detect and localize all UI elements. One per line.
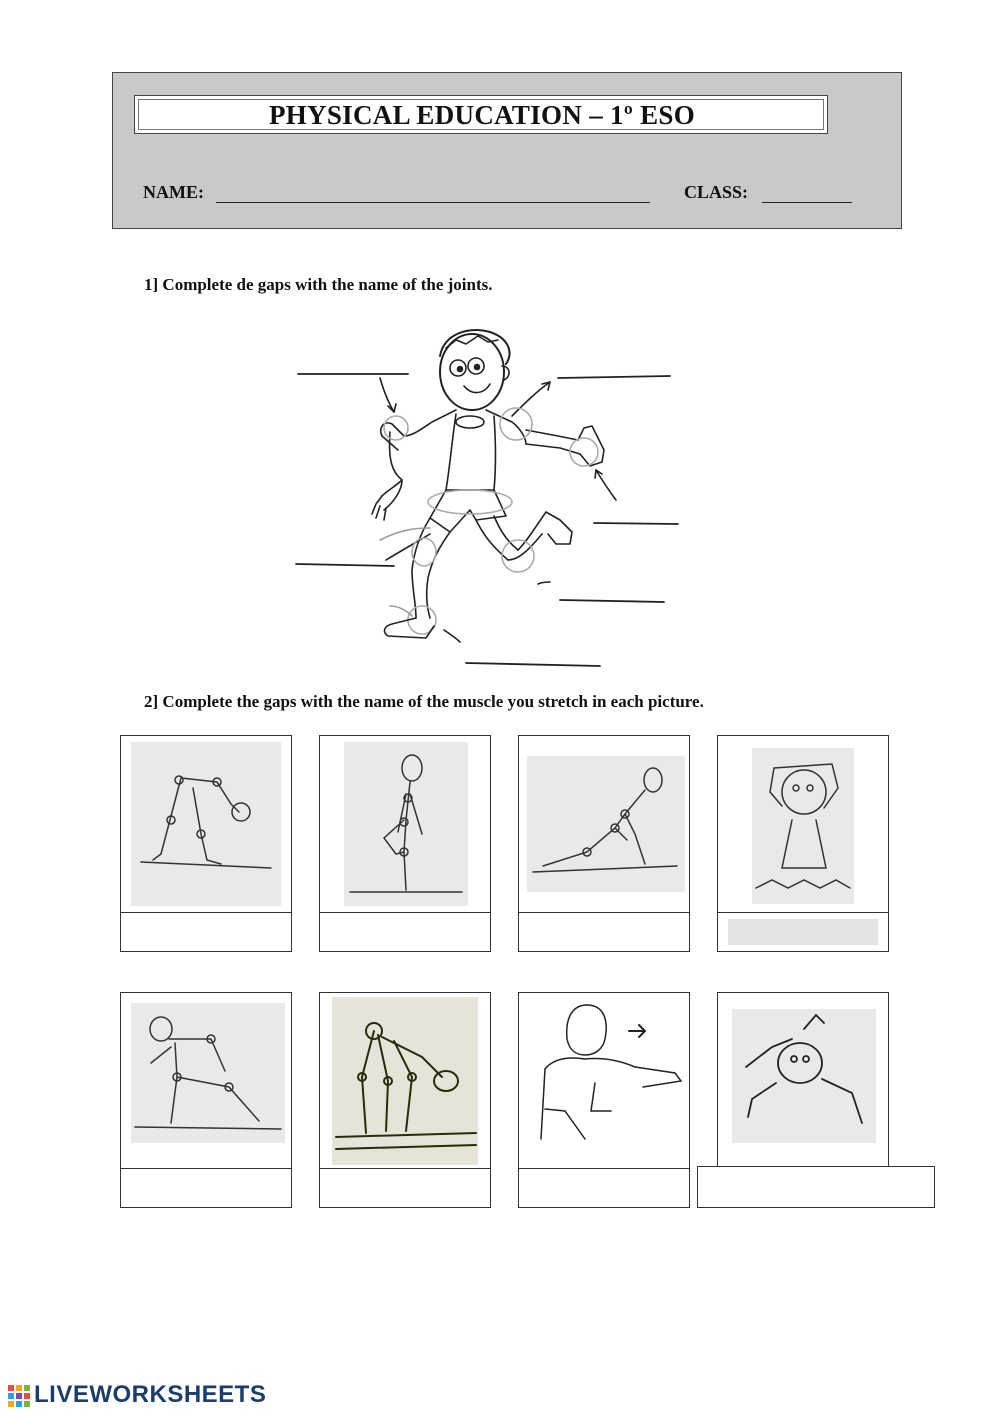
question-2-text: 2] Complete the gaps with the name of the muscle you stretch in each picture. xyxy=(144,692,704,711)
stretch-picture-2 xyxy=(319,735,491,913)
stretch-picture-6 xyxy=(319,992,491,1170)
name-label: NAME: xyxy=(143,182,204,202)
answer-box-2[interactable] xyxy=(319,912,491,952)
answer-box-3[interactable] xyxy=(518,912,690,952)
answer-box-4[interactable] xyxy=(717,912,889,952)
answer-box-8[interactable] xyxy=(697,1166,935,1208)
stretch-picture-8 xyxy=(717,992,889,1170)
class-field[interactable] xyxy=(762,184,852,203)
answer-box-6[interactable] xyxy=(319,1168,491,1208)
page-title: PHYSICAL EDUCATION – 1º ESO xyxy=(268,100,696,130)
question-1-text: 1] Complete de gaps with the name of the joints. xyxy=(144,275,493,294)
answer-box-7[interactable] xyxy=(518,1168,690,1208)
stretch-picture-7 xyxy=(518,992,690,1170)
stretch-picture-4 xyxy=(717,735,889,913)
liveworksheets-logo-icon xyxy=(8,1385,30,1407)
liveworksheets-logo[interactable]: LIVEWORKSHEETS xyxy=(34,1381,267,1408)
answer-box-5[interactable] xyxy=(120,1168,292,1208)
stretch-picture-5 xyxy=(120,992,292,1170)
name-field[interactable] xyxy=(216,184,650,203)
title-box xyxy=(134,95,828,134)
stretch-picture-3 xyxy=(518,735,690,913)
class-label: CLASS: xyxy=(684,182,749,202)
runner-figure xyxy=(280,320,700,680)
answer-box-1[interactable] xyxy=(120,912,292,952)
answer-box-4-field[interactable] xyxy=(728,919,878,945)
stretch-picture-1 xyxy=(120,735,292,913)
